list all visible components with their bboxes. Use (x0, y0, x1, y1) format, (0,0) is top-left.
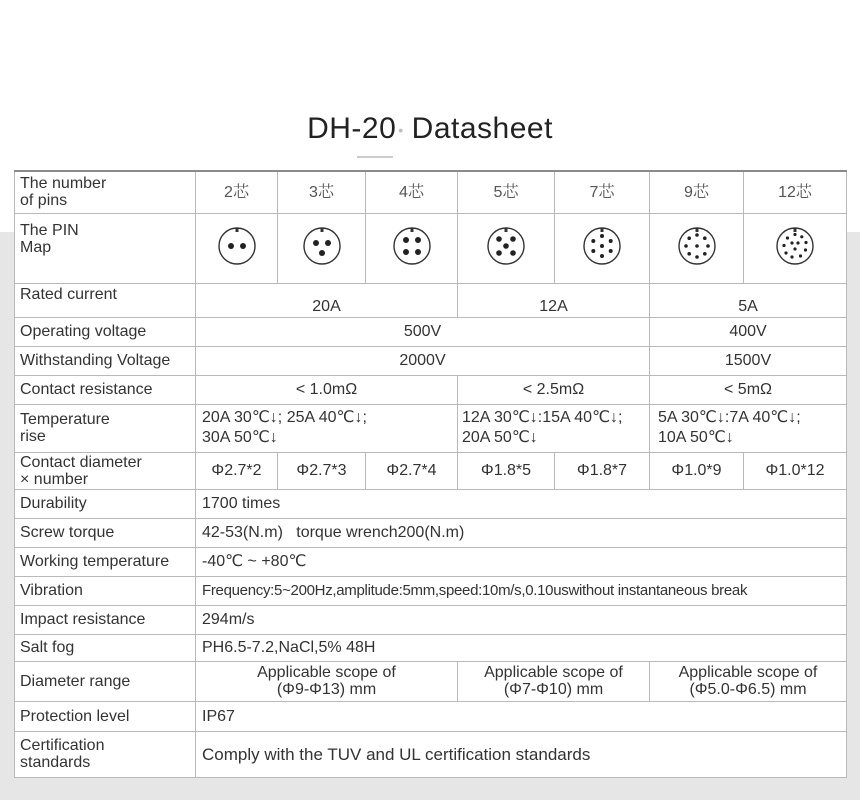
working-temperature-value: -40℃ ~ +80℃ (196, 547, 847, 576)
temperature-rise-value: 20A 30℃↓; 25A 40℃↓; 30A 50℃↓ (196, 404, 458, 452)
pin-map-cell (650, 213, 744, 283)
protection-level-value: IP67 (196, 701, 847, 731)
pin-count-cell: 12芯 (744, 171, 847, 213)
label-contact-resistance: Contact resistance (15, 375, 196, 404)
label-impact-resistance: Impact resistance (15, 605, 196, 634)
contact-diameter-cell: Φ2.7*4 (366, 452, 458, 489)
row-pin-count (15, 171, 847, 213)
pin-map-5-icon (486, 226, 526, 266)
pin-map-cell (366, 213, 458, 283)
temperature-rise-value: 12A 30℃↓:15A 40℃↓; 20A 50℃↓ (458, 404, 650, 452)
label-protection-level: Protection level (15, 701, 196, 731)
withstanding-voltage-value: 1500V (650, 346, 847, 375)
row-rated-current (15, 283, 847, 317)
salt-fog-value: PH6.5-7.2,NaCl,5% 48H (196, 634, 847, 661)
durability-value: 1700 times (196, 489, 847, 518)
pin-count-cell: 3芯 (278, 171, 366, 213)
row-salt-fog (15, 634, 847, 661)
row-protection-level (15, 701, 847, 731)
row-diameter-range (15, 661, 847, 701)
row-pin-map (15, 213, 847, 283)
pin-map-3-icon (302, 226, 342, 266)
title-underline (357, 156, 393, 158)
vibration-value: Frequency:5~200Hz,amplitude:5mm,speed:10m/s,0.10uswithout instantaneous break (196, 576, 847, 605)
contact-resistance-value: < 1.0mΩ (196, 375, 458, 404)
screw-torque-value: 42-53(N.m) torque wrench200(N.m) (196, 518, 847, 547)
row-impact-resistance (15, 605, 847, 634)
row-temperature-rise (15, 404, 847, 452)
contact-diameter-cell: Φ1.0*12 (744, 452, 847, 489)
row-vibration (15, 576, 847, 605)
contact-diameter-cell: Φ1.0*9 (650, 452, 744, 489)
temperature-rise-value: 5A 30℃↓:7A 40℃↓; 10A 50℃↓ (650, 404, 847, 452)
label-durability: Durability (15, 489, 196, 518)
datasheet-table (14, 170, 847, 778)
contact-diameter-cell: Φ2.7*2 (196, 452, 278, 489)
rated-current-value: 12A (458, 283, 650, 317)
label-salt-fog: Salt fog (15, 634, 196, 661)
label-temperature-rise: Temperature rise (15, 404, 196, 452)
label-withstanding-voltage: Withstanding Voltage (15, 346, 196, 375)
row-screw-torque (15, 518, 847, 547)
rated-current-value: 5A (650, 283, 847, 317)
label-operating-voltage: Operating voltage (15, 317, 196, 346)
row-contact-resistance (15, 375, 847, 404)
pin-count-cell: 2芯 (196, 171, 278, 213)
label-vibration: Vibration (15, 576, 196, 605)
row-working-temperature (15, 547, 847, 576)
pin-map-cell (458, 213, 555, 283)
rated-current-value: 20A (196, 283, 458, 317)
pin-map-4-icon (392, 226, 432, 266)
contact-diameter-cell: Φ1.8*5 (458, 452, 555, 489)
title-suffix: Datasheet (411, 112, 553, 145)
pin-map-12-icon (775, 226, 815, 266)
operating-voltage-value: 500V (196, 317, 650, 346)
certification-value: Comply with the TUV and UL certification standards (196, 731, 847, 777)
label-pin-count: The number of pins (15, 171, 196, 213)
title-dot: • (398, 122, 404, 139)
pin-map-cell (555, 213, 650, 283)
label-contact-diameter: Contact diameter × number (15, 452, 196, 489)
row-durability (15, 489, 847, 518)
label-diameter-range: Diameter range (15, 661, 196, 701)
operating-voltage-value: 400V (650, 317, 847, 346)
contact-resistance-value: < 2.5mΩ (458, 375, 650, 404)
pin-map-cell (196, 213, 278, 283)
row-certification (15, 731, 847, 777)
pin-count-cell: 7芯 (555, 171, 650, 213)
diameter-range-value: Applicable scope of (Φ5.0-Φ6.5) mm (650, 661, 847, 701)
pin-count-cell: 4芯 (366, 171, 458, 213)
withstanding-voltage-value: 2000V (196, 346, 650, 375)
row-contact-diameter (15, 452, 847, 489)
diameter-range-value: Applicable scope of (Φ7-Φ10) mm (458, 661, 650, 701)
pin-count-cell: 5芯 (458, 171, 555, 213)
pin-map-cell (744, 213, 847, 283)
label-working-temperature: Working temperature (15, 547, 196, 576)
contact-resistance-value: < 5mΩ (650, 375, 847, 404)
pin-map-7-icon (582, 226, 622, 266)
contact-diameter-cell: Φ2.7*3 (278, 452, 366, 489)
row-withstanding-voltage (15, 346, 847, 375)
label-rated-current: Rated current (15, 283, 196, 317)
pin-map-9-icon (677, 226, 717, 266)
diameter-range-value: Applicable scope of (Φ9-Φ13) mm (196, 661, 458, 701)
pin-count-cell: 9芯 (650, 171, 744, 213)
pin-map-2-icon (217, 226, 257, 266)
label-pin-map: The PIN Map (15, 213, 196, 283)
page-title (0, 112, 860, 146)
label-screw-torque: Screw torque (15, 518, 196, 547)
label-certification: Certification standards (15, 731, 196, 777)
row-operating-voltage (15, 317, 847, 346)
impact-resistance-value: 294m/s (196, 605, 847, 634)
contact-diameter-cell: Φ1.8*7 (555, 452, 650, 489)
pin-map-cell (278, 213, 366, 283)
title-model: DH-20 (307, 112, 397, 145)
